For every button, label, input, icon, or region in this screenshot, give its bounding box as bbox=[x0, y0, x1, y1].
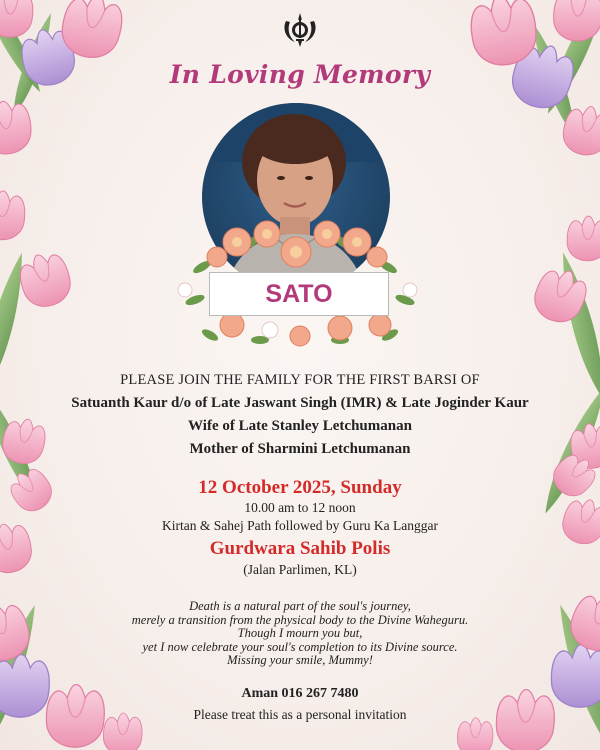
event-location: (Jalan Parlimen, KL) bbox=[243, 562, 357, 577]
event-venue: Gurdwara Sahib Polis bbox=[209, 538, 391, 559]
poem-line: Missing your smile, Mummy! bbox=[227, 653, 373, 668]
poem-line: Death is a natural part of the soul's journey, bbox=[189, 599, 411, 613]
spouse-line: Wife of Late Stanley Letchumanan bbox=[188, 418, 412, 434]
poem-line: yet I now celebrate your soul's completion to its Divine source. bbox=[142, 639, 458, 654]
mother-line: Mother of Sharmini Letchumanan bbox=[189, 441, 411, 457]
page-title: In Loving Memory bbox=[169, 60, 431, 89]
poem-line: Though I mourn you but, bbox=[237, 626, 363, 641]
event-program: Kirtan & Sahej Path followed by Guru Ka Langgar bbox=[162, 518, 438, 533]
name-plate: SATO bbox=[209, 272, 389, 316]
event-time: 10.00 am to 12 noon bbox=[244, 500, 356, 515]
khanda-icon bbox=[283, 12, 317, 48]
deceased-lineage: Satuanth Kaur d/o of Late Jaswant Singh (IMR) & Late Joginder Kaur bbox=[71, 395, 529, 411]
invitation-note: Please treat this as a personal invitation bbox=[193, 707, 407, 722]
contact-info: Aman 016 267 7480 bbox=[241, 686, 359, 701]
memorial-poem bbox=[0, 600, 600, 668]
invitation-intro: PLEASE JOIN THE FAMILY FOR THE FIRST BARSI OF bbox=[120, 372, 480, 388]
event-date: 12 October 2025, Sunday bbox=[198, 477, 402, 498]
poem-line: merely a transition from the physical body to the Divine Waheguru. bbox=[131, 612, 469, 627]
